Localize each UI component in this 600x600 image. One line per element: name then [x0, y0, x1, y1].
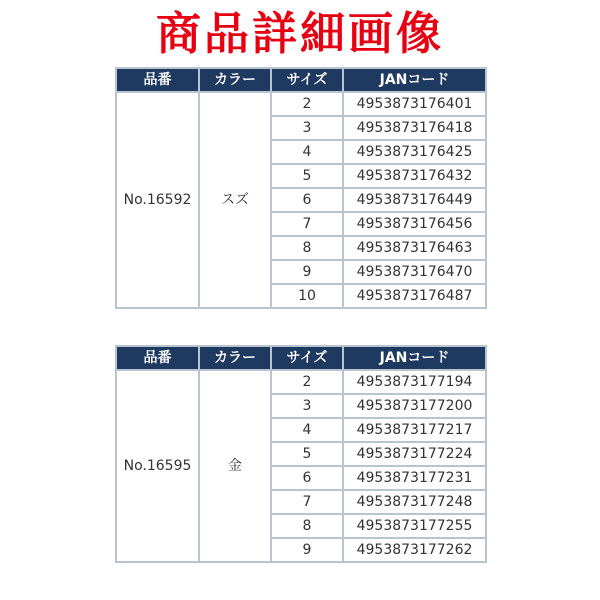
table-header-row — [116, 68, 486, 92]
color-cell: スズ — [199, 92, 271, 308]
jan-cell: 4953873176449 — [343, 188, 486, 212]
size-cell: 3 — [271, 394, 343, 418]
jan-cell: 4953873176487 — [343, 284, 486, 308]
size-cell: 8 — [271, 514, 343, 538]
size-cell: 4 — [271, 140, 343, 164]
table-row — [116, 92, 486, 116]
jan-cell: 4953873177224 — [343, 442, 486, 466]
jan-cell: 4953873176456 — [343, 212, 486, 236]
header-size: サイズ — [271, 346, 343, 370]
jan-cell: 4953873177200 — [343, 394, 486, 418]
spec-table-1 — [115, 67, 487, 309]
size-cell: 3 — [271, 116, 343, 140]
jan-cell: 4953873177231 — [343, 466, 486, 490]
size-cell: 9 — [271, 260, 343, 284]
header-size: サイズ — [271, 68, 343, 92]
size-cell: 7 — [271, 490, 343, 514]
page-title: 商品詳細画像 — [155, 7, 444, 60]
header-jan-code: JANコード — [343, 346, 486, 370]
header-jan-code: JANコード — [343, 68, 486, 92]
jan-cell: 4953873176418 — [343, 116, 486, 140]
table-header-row — [116, 346, 486, 370]
size-cell: 2 — [271, 92, 343, 116]
size-cell: 4 — [271, 418, 343, 442]
header-color: カラー — [199, 346, 271, 370]
size-cell: 5 — [271, 442, 343, 466]
item-number-cell: No.16595 — [116, 370, 199, 562]
item-number-cell: No.16592 — [116, 92, 199, 308]
jan-cell: 4953873176470 — [343, 260, 486, 284]
color-cell: 金 — [199, 370, 271, 562]
header-item-number: 品番 — [116, 68, 199, 92]
jan-cell: 4953873176401 — [343, 92, 486, 116]
jan-cell: 4953873176432 — [343, 164, 486, 188]
jan-cell: 4953873177262 — [343, 538, 486, 562]
size-cell: 9 — [271, 538, 343, 562]
size-cell: 10 — [271, 284, 343, 308]
jan-cell: 4953873176425 — [343, 140, 486, 164]
size-cell: 6 — [271, 188, 343, 212]
header-item-number: 品番 — [116, 346, 199, 370]
size-cell: 5 — [271, 164, 343, 188]
size-cell: 6 — [271, 466, 343, 490]
jan-cell: 4953873177248 — [343, 490, 486, 514]
jan-cell: 4953873176463 — [343, 236, 486, 260]
size-cell: 2 — [271, 370, 343, 394]
size-cell: 7 — [271, 212, 343, 236]
size-cell: 8 — [271, 236, 343, 260]
table-row — [116, 370, 486, 394]
spec-table-2 — [115, 345, 487, 563]
jan-cell: 4953873177217 — [343, 418, 486, 442]
header-color: カラー — [199, 68, 271, 92]
jan-cell: 4953873177194 — [343, 370, 486, 394]
jan-cell: 4953873177255 — [343, 514, 486, 538]
